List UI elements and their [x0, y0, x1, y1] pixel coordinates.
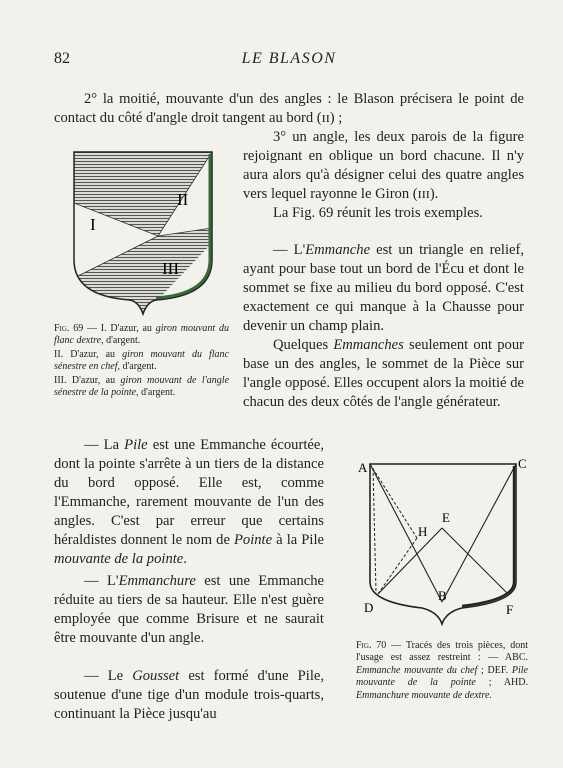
gousset-paragraph: — Le Gousset est formé d'une Pile, soutenue d'une tige d'un module trois-quarts, continuant la Pièce jusqu'au — [54, 668, 324, 722]
page-number: 82 — [54, 50, 70, 67]
point-e-label: E — [442, 510, 450, 525]
pile-paragraph: — La Pile est une Emmanche écourtée, dont la pointe s'arrête à un tiers de la distance du bord opposé. Elle est, comme l'Emmanche, rarement mouvante de l'un des angles. C'est par erreur que certains héraldistes donnent le nom de Pointe à la Pile mouvante de la pointe. — [54, 437, 324, 567]
point-h-label: H — [418, 524, 428, 539]
figure-70-caption: Fig. 70 — Tracés des trois pièces, dont l'usage est assez restreint : — ABC. Emmanche mouvante du chef ; DEF. Pile mouvante de la pointe ; AHD. Emmanchure mouvante de dextre. — [356, 640, 528, 701]
running-title: LE BLASON — [241, 50, 337, 67]
figure-69-shield — [70, 148, 216, 316]
emmanche-paragraph: — L'Emmanche est un triangle en relief, ayant pour base tout un bord de l'Écu et dont le sommet se fixe au milieu du bord opposé. C'est exactement ce qui manque à la Chausse pour devenir un champ plain. Quelques Emmanches seulement ont pour base un des angles, le sommet de la Pièce sur l'angle opposé. Elles occupent alors la moitié de chacun des deux côtés de l'angle générateur. — [243, 242, 524, 410]
point-f-label: F — [506, 602, 514, 617]
point-a-label: A — [358, 460, 368, 475]
figure-70-diagram — [356, 452, 532, 630]
figure-69-caption: Fig. 69 — I. D'azur, au giron mouvant du flanc dextre, d'argent. II. D'azur, au giron mouvant du flanc sénestre en chef, d'argent. III. D'azur, au giron mouvant de l'angle sénestre de la pointe, d'argent. — [54, 323, 230, 399]
page-header — [54, 50, 524, 72]
point-d-label: D — [364, 600, 374, 615]
point-c-label: C — [518, 456, 527, 471]
label-ii: II — [177, 190, 189, 209]
label-i: I — [90, 215, 96, 234]
emmanchure-paragraph: — L'Emmanchure est une Emmanche réduite au tiers de sa hauteur. Elle n'est guère employée que comme Brisure et ne saurait être mouvante d'un angle. — [54, 573, 325, 646]
label-iii: III — [162, 259, 179, 278]
point-b-label: B — [438, 588, 447, 603]
intro-paragraph-1: 2° la moitié, mouvante d'un des angles : le Blason précisera le point de contact du côté d'angle droit tangent au bord (ɪɪ) ; — [54, 91, 524, 126]
intro-paragraph-2: 3° un angle, les deux parois de la figure rejoignant en oblique un bord chacune. Il n'y aura alors qu'à désigner celui des quatre angles vers lequel rayonne le Giron (ɪɪɪ). La Fig. 69 réunit les trois exemples. — [243, 129, 524, 221]
